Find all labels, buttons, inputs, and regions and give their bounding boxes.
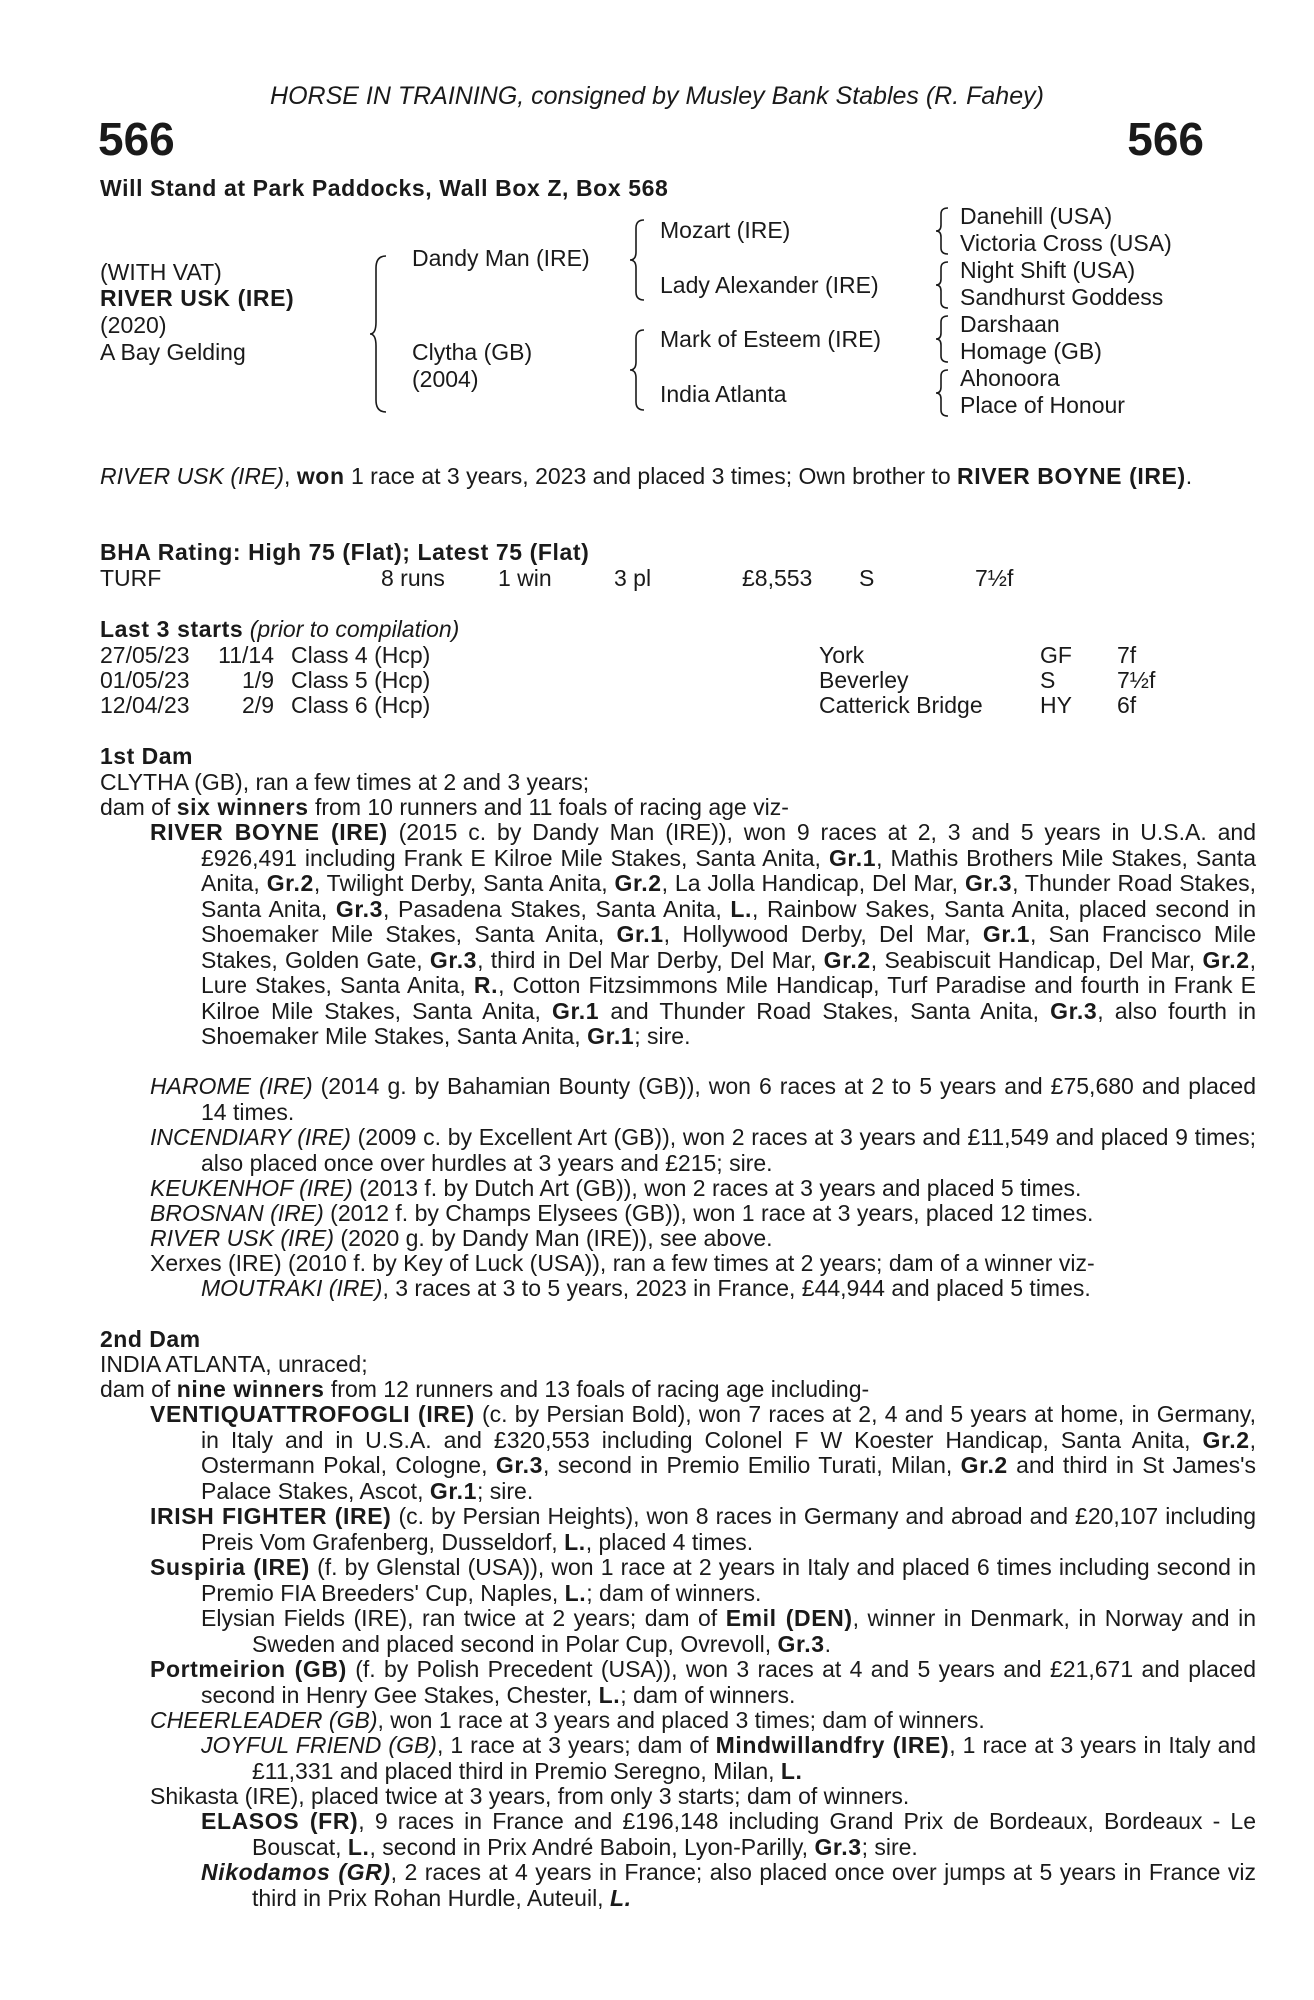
second-dam-line: INDIA ATLANTA, unraced; [100,1351,368,1377]
second-dam-heading: 2nd Dam [100,1326,201,1352]
start-distance: 6f [1117,692,1137,718]
progeny-joyful-friend: JOYFUL FRIEND (GB), 1 race at 3 years; dam of Mindwillandfry (IRE), 1 race at 3 years in Italy and £11,331 and placed third in Premio Seregno, Milan, L. [201,1732,1257,1784]
pedigree-brace-sd [934,260,952,310]
ds-dam: Homage (GB) [960,338,1102,364]
first-dam-heading: 1st Dam [100,743,193,769]
pedigree-brace-ds [934,314,952,364]
summary-text: 1 race at 3 years, 2023 and placed 3 times; Own brother to [344,463,958,489]
turf-earnings: £8,553 [742,565,813,591]
progeny-suspiria: Suspiria (IRE) (f. by Glenstal (USA)), won 1 race at 2 years in Italy and placed 6 times including second in Premio FIA Breeders' Cup, Naples, L.; dam of winners. [150,1554,1257,1606]
dd-dam: Place of Honour [960,392,1125,418]
lot-number-right: 566 [1127,113,1204,165]
dam: Clytha (GB) [412,339,533,365]
foaling-year: (2020) [100,312,167,338]
ss-dam: Victoria Cross (USA) [960,230,1172,256]
sd-dam: Sandhurst Goddess [960,284,1164,310]
start-position: 1/9 [242,667,274,693]
turf-going: S [859,565,875,591]
pedigree-brace-dam [628,328,648,412]
start-class: Class 6 (Hcp) [291,692,431,718]
ss-sire: Danehill (USA) [960,203,1113,229]
start-going: GF [1040,642,1072,668]
start-course: York [819,642,865,668]
dam-year: (2004) [412,366,479,392]
sire-dam: Lady Alexander (IRE) [660,272,879,298]
summary-horse-name: RIVER USK (IRE) [100,463,285,489]
dam-sire: Mark of Esteem (IRE) [660,326,882,352]
turf-label: TURF [100,565,162,591]
sire-sire: Mozart (IRE) [660,217,791,243]
progeny-harome: HAROME (IRE) (2014 g. by Bahamian Bounty (GB)), won 6 races at 2 to 5 years and £75,680 and placed 14 times. [150,1073,1257,1125]
last-starts-note: (prior to compilation) [249,616,460,642]
start-position: 11/14 [218,642,274,668]
progeny-river-usk: RIVER USK (IRE) (2020 g. by Dandy Man (IRE)), see above. [150,1225,773,1251]
pedigree-brace-ss [934,206,952,256]
progeny-incendiary: INCENDIARY (IRE) (2009 c. by Excellent Art (GB)), won 2 races at 3 years and £11,549 and placed 9 times; also placed once over hurdles at 3 years and £215; sire. [150,1124,1256,1176]
start-going: HY [1040,692,1072,718]
summary-brother: RIVER BOYNE (IRE) [957,463,1186,489]
summary-won: won [296,463,345,489]
progeny-portmeirion: Portmeirion (GB) (f. by Polish Precedent (USA)), won 3 races at 4 and 5 years and £21,671 and placed second in Henry Gee Stakes, Chester, L.; dam of winners. [150,1656,1256,1708]
sire: Dandy Man (IRE) [412,245,590,271]
bha-rating: BHA Rating: High 75 (Flat); Latest 75 (Flat) [100,539,590,565]
start-class: Class 4 (Hcp) [291,642,431,668]
progeny-brosnan: BROSNAN (IRE) (2012 f. by Champs Elysees (GB)), won 1 race at 3 years, placed 12 times. [150,1200,1094,1226]
start-position: 2/9 [242,692,274,718]
catalogue-header: HORSE IN TRAINING, consigned by Musley Bank Stables (R. Fahey) [270,82,1044,110]
progeny-keukenhof: KEUKENHOF (IRE) (2013 f. by Dutch Art (GB)), won 2 races at 3 years and placed 5 times. [150,1175,1082,1201]
start-date: 12/04/23 [100,692,190,718]
progeny-nikodamos: Nikodamos (GR), 2 races at 4 years in France; also placed once over jumps at 5 years in France viz third in Prix Rohan Hurdle, Auteuil, L. [201,1859,1256,1911]
pedigree-brace-main [368,254,392,414]
progeny-shikasta: Shikasta (IRE), placed twice at 3 years, from only 3 starts; dam of winners. [150,1783,910,1809]
start-going: S [1040,667,1056,693]
progeny-xerxes: Xerxes (IRE) (2010 f. by Key of Luck (USA)), ran a few times at 2 years; dam of a winner viz- [150,1250,1095,1276]
progeny-moutraki: MOUTRAKI (IRE), 3 races at 3 to 5 years, 2023 in France, £44,944 and placed 5 times. [201,1275,1091,1301]
dam-dam: India Atlanta [660,381,787,407]
progeny-ventiquattrofogli: VENTIQUATTROFOGLI (IRE) (c. by Persian Bold), won 7 races at 2, 4 and 5 years at home, in Germany, in Italy and in U.S.A. and £320,553 including Colonel F W Koester Handicap, Santa Anita, Gr.2, Ostermann Pokal, Cologne, Gr.3, second in Premio Emilio Turati, Milan, Gr.2 and third in St James's Palace Stakes, Ascot, Gr.1; sire. [150,1401,1256,1504]
pedigree-brace-sire [628,218,648,302]
stabling-location: Will Stand at Park Paddocks, Wall Box Z, Box 568 [100,175,669,201]
turf-placed: 3 pl [614,565,652,591]
start-course: Beverley [819,667,909,693]
turf-runs: 8 runs [381,565,445,591]
progeny-elysian-fields: Elysian Fields (IRE), ran twice at 2 years; dam of Emil (DEN), winner in Denmark, in Norway and in Sweden and placed second in Polar Cup, Ovrevoll, Gr.3. [201,1605,1256,1657]
horse-name: RIVER USK (IRE) [100,285,295,311]
start-class: Class 5 (Hcp) [291,667,431,693]
horse-description: A Bay Gelding [100,339,246,365]
second-dam-produce-line: dam of nine winners from 12 runners and 13 foals of racing age including- [100,1376,870,1402]
progeny-elasos: ELASOS (FR), 9 races in France and £196,148 including Grand Prix de Bordeaux, Bordeaux - Le Bouscat, L., second in Prix André Baboin, Lyon-Parilly, Gr.3; sire. [201,1808,1256,1860]
lot-number-left: 566 [98,113,175,165]
progeny-cheerleader: CHEERLEADER (GB), won 1 race at 3 years and placed 3 times; dam of winners. [150,1707,985,1733]
start-course: Catterick Bridge [819,692,983,718]
last-starts-title: Last 3 starts [100,616,244,642]
ds-sire: Darshaan [960,311,1060,337]
start-distance: 7½f [1117,667,1156,693]
turf-distance: 7½f [975,565,1014,591]
first-dam-line: CLYTHA (GB), ran a few times at 2 and 3 years; [100,769,590,795]
last-starts-heading [100,617,459,643]
start-date: 01/05/23 [100,667,190,693]
first-dam-produce-line: dam of six winners from 10 runners and 11 foals of racing age viz- [100,794,789,820]
pedigree-brace-dd [934,368,952,418]
progeny-river-boyne: RIVER BOYNE (IRE) (2015 c. by Dandy Man (IRE)), won 9 races at 2, 3 and 5 years in U.S.A. and £926,491 including Frank E Kilroe Mile Stakes, Santa Anita, Gr.1, Mathis Brothers Mile Stakes, Santa Anita, Gr.2, Twilight Derby, Santa Anita, Gr.2, La Jolla Handicap, Del Mar, Gr.3, Thunder Road Stakes, Santa Anita, Gr.3, Pasadena Stakes, Santa Anita, L., Rainbow Sakes, Santa Anita, placed second in Shoemaker Mile Stakes, Santa Anita, Gr.1, Hollywood Derby, Del Mar, Gr.1, San Francisco Mile Stakes, Golden Gate, Gr.3, third in Del Mar Derby, Del Mar, Gr.2, Seabiscuit Handicap, Del Mar, Gr.2, Lure Stakes, Santa Anita, R., Cotton Fitzsimmons Mile Handicap, Turf Paradise and fourth in Frank E Kilroe Mile Stakes, Santa Anita, Gr.1 and Thunder Road Stakes, Santa Anita, Gr.3, also fourth in Shoemaker Mile Stakes, Santa Anita, Gr.1; sire. [150,819,1257,1049]
progeny-irish-fighter: IRISH FIGHTER (IRE) (c. by Persian Heights), won 8 races in Germany and abroad and £20,107 including Preis Vom Grafenberg, Dusseldorf, L., placed 4 times. [150,1503,1257,1555]
turf-wins: 1 win [498,565,552,591]
start-distance: 7f [1117,642,1137,668]
summary-end: . [1185,463,1193,489]
sd-sire: Night Shift (USA) [960,257,1136,283]
race-summary: RIVER USK (IRE), won 1 race at 3 years, 2023 and placed 3 times; Own brother to RIVER BOYNE (IRE). [100,463,1193,489]
start-date: 27/05/23 [100,642,190,668]
vat-note: (WITH VAT) [100,259,222,285]
dd-sire: Ahonoora [960,365,1060,391]
